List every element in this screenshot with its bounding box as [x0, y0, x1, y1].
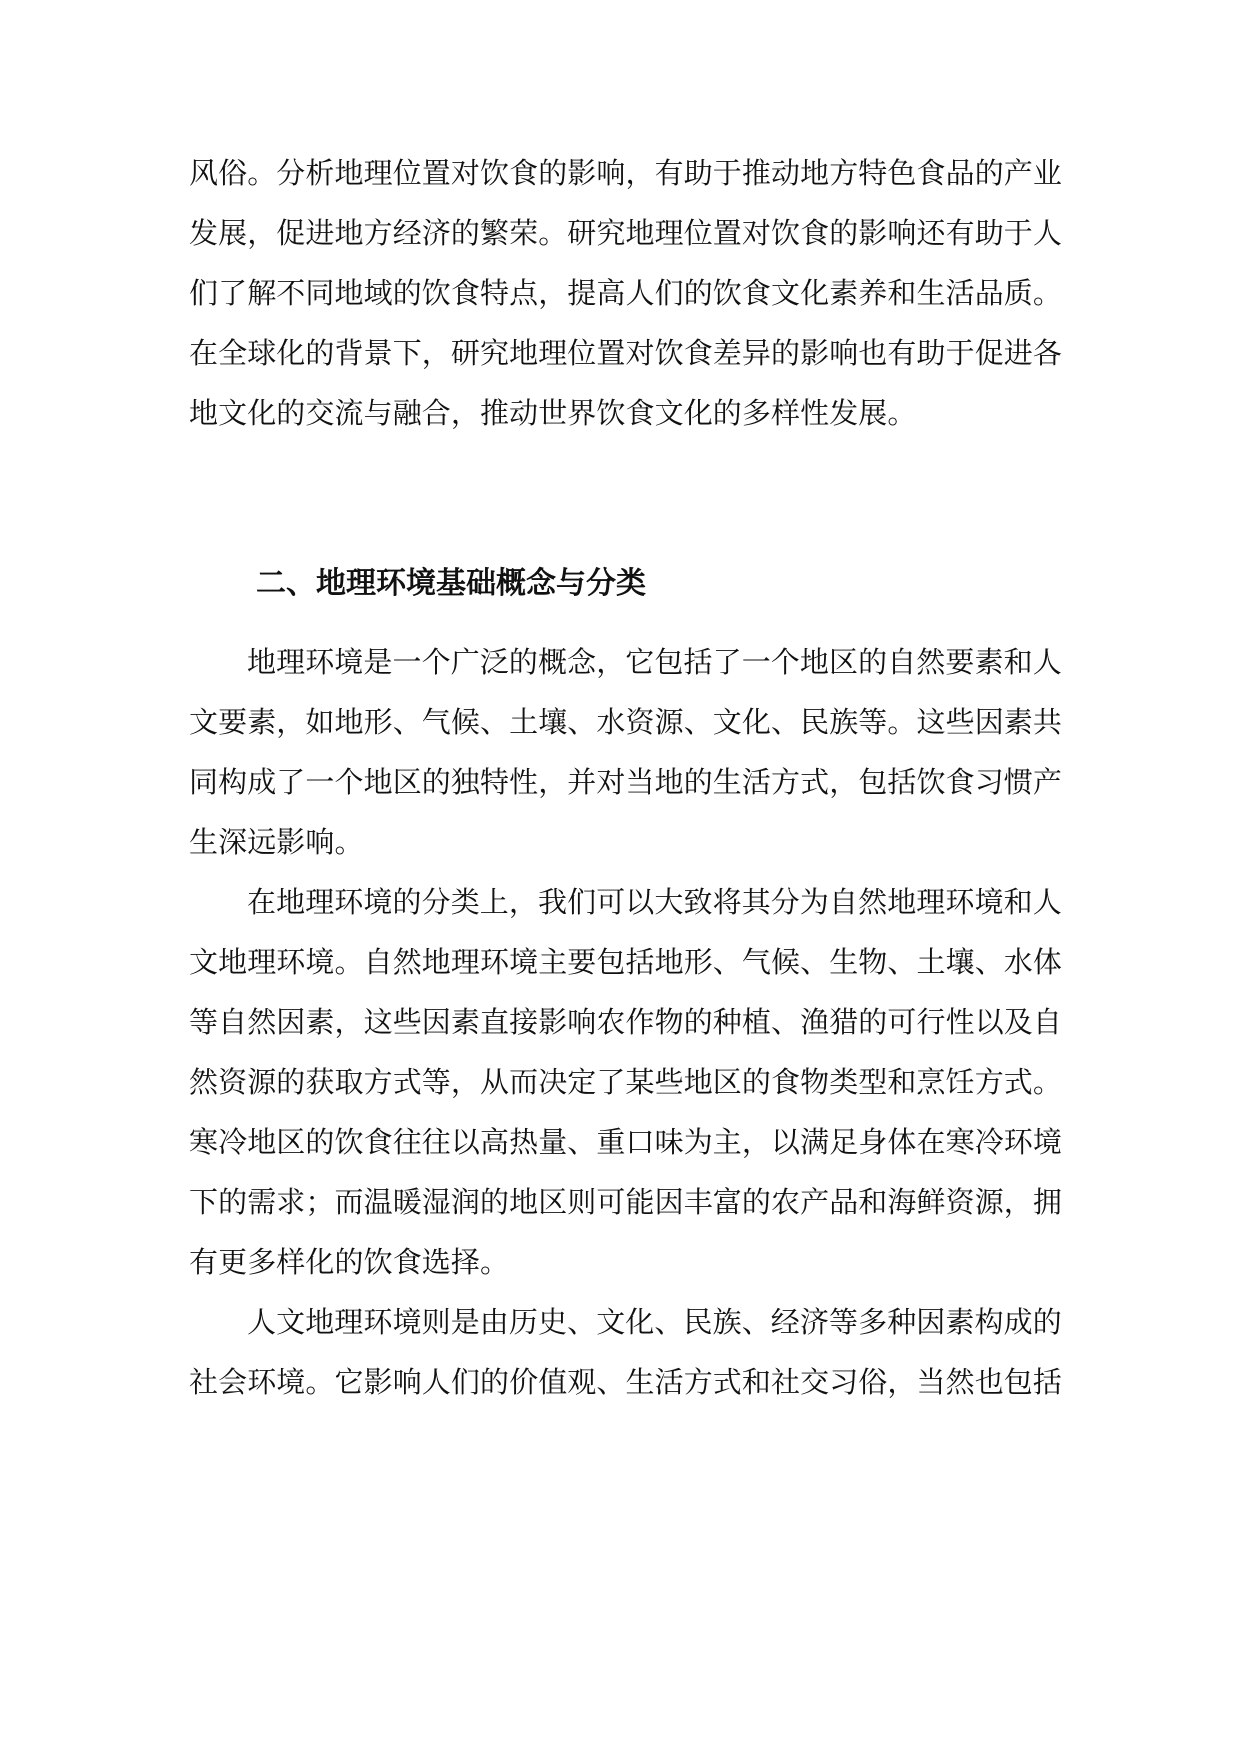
text-line: 有更多样化的饮食选择。 [189, 1245, 510, 1279]
paragraph [189, 872, 1063, 1292]
text-line: 同构成了一个地区的独特性，并对当地的生活方式，包括饮食习惯产 [189, 765, 1063, 799]
text-line: 寒冷地区的饮食往往以高热量、重口味为主，以满足身体在寒冷环境 [189, 1125, 1063, 1159]
text-line: 风俗。分析地理位置对饮食的影响，有助于推动地方特色食品的产业 [189, 156, 1063, 190]
paragraph [189, 1292, 1063, 1412]
text-line: 社会环境。它影响人们的价值观、生活方式和社交习俗，当然也包括 [189, 1365, 1063, 1399]
paragraph [189, 632, 1063, 872]
text-line: 在地理环境的分类上，我们可以大致将其分为自然地理环境和人 [247, 885, 1062, 919]
text-line: 在全球化的背景下，研究地理位置对饮食差异的影响也有助于促进各 [189, 336, 1063, 370]
text-line: 文要素，如地形、气候、土壤、水资源、文化、民族等。这些因素共 [189, 705, 1063, 739]
section-body [189, 632, 1063, 1412]
section-heading: 二、地理环境基础概念与分类 [256, 566, 646, 601]
text-line: 然资源的获取方式等，从而决定了某些地区的食物类型和烹饪方式。 [189, 1065, 1063, 1099]
text-line: 文地理环境。自然地理环境主要包括地形、气候、生物、土壤、水体 [189, 945, 1063, 979]
text-line: 人文地理环境则是由历史、文化、民族、经济等多种因素构成的 [247, 1305, 1062, 1339]
continued-paragraph [189, 143, 1063, 443]
text-line: 发展，促进地方经济的繁荣。研究地理位置对饮食的影响还有助于人 [189, 216, 1063, 250]
text-line: 地文化的交流与融合，推动世界饮食文化的多样性发展。 [189, 396, 917, 430]
text-line: 地理环境是一个广泛的概念，它包括了一个地区的自然要素和人 [247, 645, 1062, 679]
text-line: 生深远影响。 [189, 825, 364, 859]
text-line: 等自然因素，这些因素直接影响农作物的种植、渔猎的可行性以及自 [189, 1005, 1063, 1039]
text-line: 下的需求；而温暖湿润的地区则可能因丰富的农产品和海鲜资源，拥 [189, 1185, 1063, 1219]
paragraph [189, 143, 1063, 443]
text-line: 们了解不同地域的饮食特点，提高人们的饮食文化素养和生活品质。 [189, 276, 1063, 310]
